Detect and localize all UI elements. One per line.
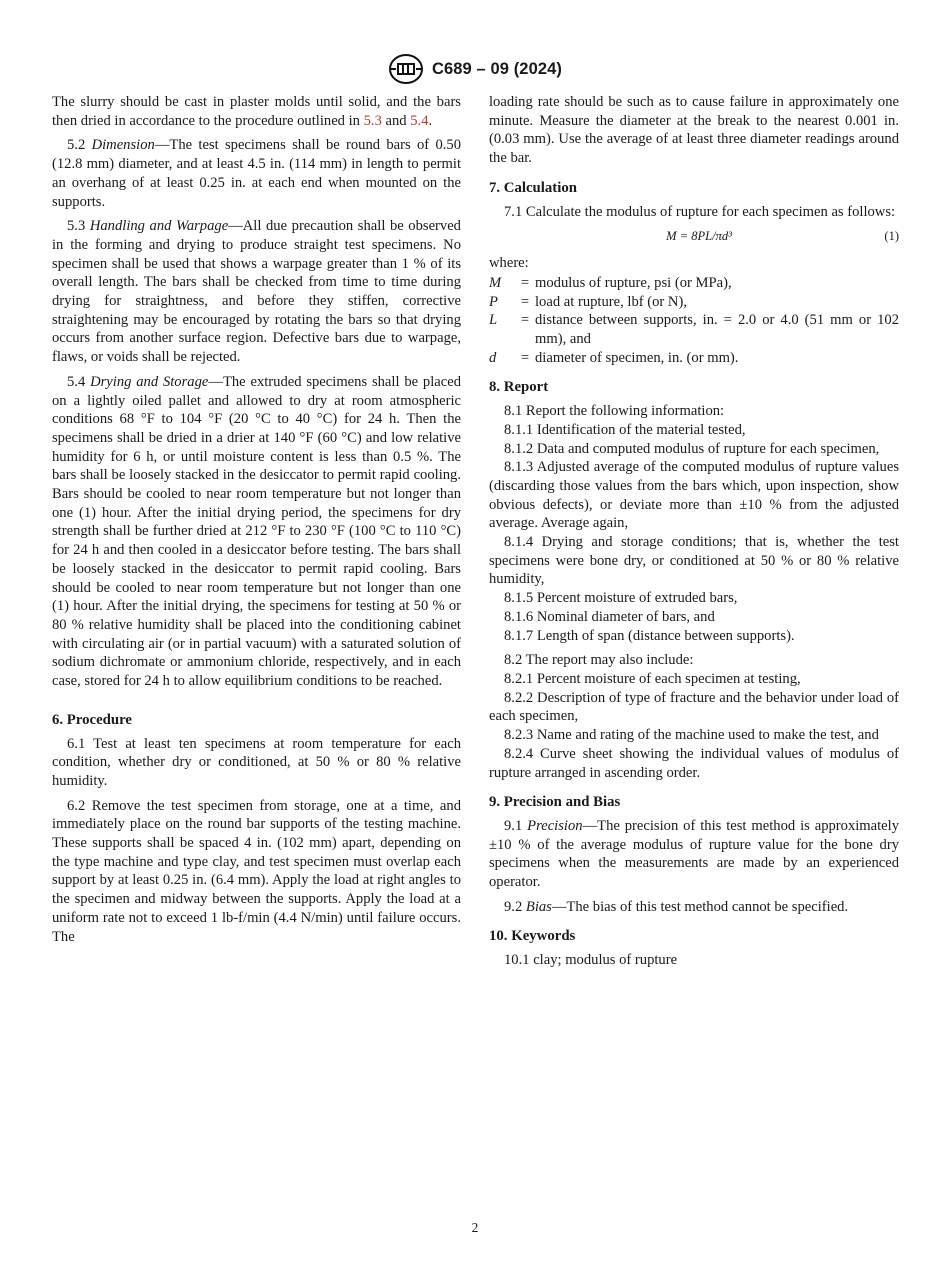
section-8-1: 8.1 Report the following information: xyxy=(504,403,725,420)
definition-equals: = xyxy=(520,293,530,310)
definition-symbol: P xyxy=(489,293,498,310)
definition-text: diameter of specimen, in. (or mm). xyxy=(535,349,739,366)
definition-equals: = xyxy=(520,349,530,366)
where-label: where: xyxy=(489,255,529,272)
section-7-1: 7.1 Calculate the modulus of rupture for each specimen as follows: xyxy=(504,203,896,220)
ref-link-5-4[interactable]: 5.4 xyxy=(410,112,429,129)
section-8-2: 8.2 The report may also include: xyxy=(504,652,694,669)
equation-1 xyxy=(489,226,899,246)
section-8-1-2: 8.1.2 Data and computed modulus of rupture for each specimen, xyxy=(504,440,880,457)
section-8-2-3: 8.2.3 Name and rating of the machine used to make the test, and xyxy=(504,727,879,744)
section-8-2-4: 8.2.4 Curve sheet showing the individual values of modulus of rupture arranged in ascending order. xyxy=(489,745,899,781)
definition-text: distance between supports, in. = 2.0 or 4.0 (51 mm or 102 mm), and xyxy=(535,312,899,348)
page-number: 2 xyxy=(471,1220,479,1235)
variable-definitions xyxy=(489,274,899,368)
heading-calculation: 7. Calculation xyxy=(489,179,577,196)
definition-row xyxy=(489,349,899,368)
equation-number: (1) xyxy=(884,228,899,243)
definition-symbol: d xyxy=(489,349,497,366)
definition-text: modulus of rupture, psi (or MPa), xyxy=(535,274,732,291)
definition-row xyxy=(489,274,899,293)
heading-keywords: 10. Keywords xyxy=(489,928,576,945)
astm-logo-icon xyxy=(388,54,424,84)
definition-text: load at rupture, lbf (or N), xyxy=(535,293,687,310)
definition-symbol: M xyxy=(489,274,502,291)
section-5-4: 5.4 Drying and Storage—The extruded specimens shall be placed on a lightly oiled pallet and allowed to dry at room atmospheric conditions 68 °F to 104 °F (20 °C to 40 °C) for 24 h. Then the specimens shall be dried in a drier at 140 °F (60 °C) and low relative humidity for 6 h, or until moisture content is less than 0.5 %. The bars shall be loosely stacked in the desiccator to permit rapid cooling. Bars should be cooled to near room temperature but not longer than one (1) hour. After the initial drying period, the specimens for dry strength shall be further dried at 212 °F to 230 °F (100 °C to 110 °C) for 24 h and then cooled in a desiccator before testing. The bars shall be loosely stacked in the desiccator to permit rapid cooling. Bars should be cooled to near room temperature but not longer than one (1) hour. After the initial drying, the specimens for testing at 50 % or 80 % relative humidity shall be placed into the conditioning cabinet with circulating air (or in partial vacuum) with a saturated solution of sodium dichromate or ammonium chloride, respectively, and in each case, stored for 24 h to allow equilibrium conditions to be reached. xyxy=(52,373,461,690)
section-8-1-6: 8.1.6 Nominal diameter of bars, and xyxy=(504,608,715,625)
section-8-1-7: 8.1.7 Length of span (distance between supports). xyxy=(504,627,795,644)
definition-equals: = xyxy=(520,274,530,291)
section-10-1: 10.1 clay; modulus of rupture xyxy=(504,952,678,969)
section-8-1-3: 8.1.3 Adjusted average of the computed modulus of rupture values (discarding those values from the bars which, upon inspection, show obvious defects), or deviate more than ±10 % from the adjusted average. Average again, xyxy=(489,459,899,532)
document-designation: C689 – 09 (2024) xyxy=(431,59,563,78)
left-column xyxy=(52,93,461,946)
right-column xyxy=(489,93,899,970)
definition-symbol: L xyxy=(489,312,498,329)
definition-row xyxy=(489,311,899,348)
page-header xyxy=(0,54,950,84)
heading-report: 8. Report xyxy=(489,379,549,396)
heading-procedure: 6. Procedure xyxy=(52,711,132,728)
equation-formula: M = 8PL/πd³ xyxy=(666,228,732,243)
section-6-1: 6.1 Test at least ten specimens at room temperature for each condition, whether dry or conditioned, at 50 % or 80 % relative humidity. xyxy=(52,735,461,789)
heading-precision-and-bias: 9. Precision and Bias xyxy=(489,794,621,811)
section-6-2-continued: loading rate should be such as to cause failure in approximately one minute. Measure the diameter at the break to the nearest 0.001 in. (0.03 mm). Use the average of at least three diameter readings around the bar. xyxy=(489,94,899,167)
section-8-1-1: 8.1.1 Identification of the material tested, xyxy=(504,421,746,438)
section-5-3: 5.3 Handling and Warpage—All due precaution shall be observed in the forming and drying to produce straight test specimens. No specimen shall be used that shows a warpage greater than 1 % of its overall length. The bars shall be checked from time to time during drying for straightness, and before they stiffen, corrective straightening may be encouraged by rotating the bars so that drying occurs from another surface region. Defective bars due to warpage, flaws, or voids shall be rejected. xyxy=(52,218,461,366)
section-8-2-2: 8.2.2 Description of type of fracture and the behavior under load of each specimen, xyxy=(489,689,899,725)
intro-paragraph: The slurry should be cast in plaster molds until solid, and the bars then dried in accordance to the procedure outlined in 5.3 and 5.4. xyxy=(52,94,461,129)
section-9-2: 9.2 Bias—The bias of this test method cannot be specified. xyxy=(504,898,849,915)
section-6-2: 6.2 Remove the test specimen from storage, one at a time, and immediately place on the round bar supports of the testing machine. These supports shall be spaced 4 in. (102 mm) apart, depending on the type machine and type clay, and test specimen must overlap each support by at least 0.25 in. (6.4 mm). Apply the load at right angles to the specimen and midway between the supports. Apply the load at a uniform rate not to exceed 1 lb-f/min (4.4 N/min) until failure occurs. The xyxy=(52,797,461,945)
section-8-1-5: 8.1.5 Percent moisture of extruded bars, xyxy=(504,590,738,607)
definition-row xyxy=(489,293,899,312)
section-9-1: 9.1 Precision—The precision of this test method is approximately ±10 % of the average modulus of rupture value for the bone dry specimens when the measurements are made by an experienced operator. xyxy=(489,817,900,891)
section-8-1-4: 8.1.4 Drying and storage conditions; that is, whether the test specimens were bone dry, or conditioned at 50 % or 80 % relative humidity, xyxy=(489,534,899,588)
section-5-2: 5.2 Dimension—The test specimens shall be round bars of 0.50 (12.8 mm) diameter, and at least 4.5 in. (114 mm) in length to permit an overhang of at least 0.25 in. at each end when mounted on the supports. xyxy=(52,137,461,210)
definition-equals: = xyxy=(520,312,530,329)
ref-link-5-3[interactable]: 5.3 xyxy=(363,112,382,129)
section-8-2-1: 8.2.1 Percent moisture of each specimen at testing, xyxy=(504,670,801,687)
